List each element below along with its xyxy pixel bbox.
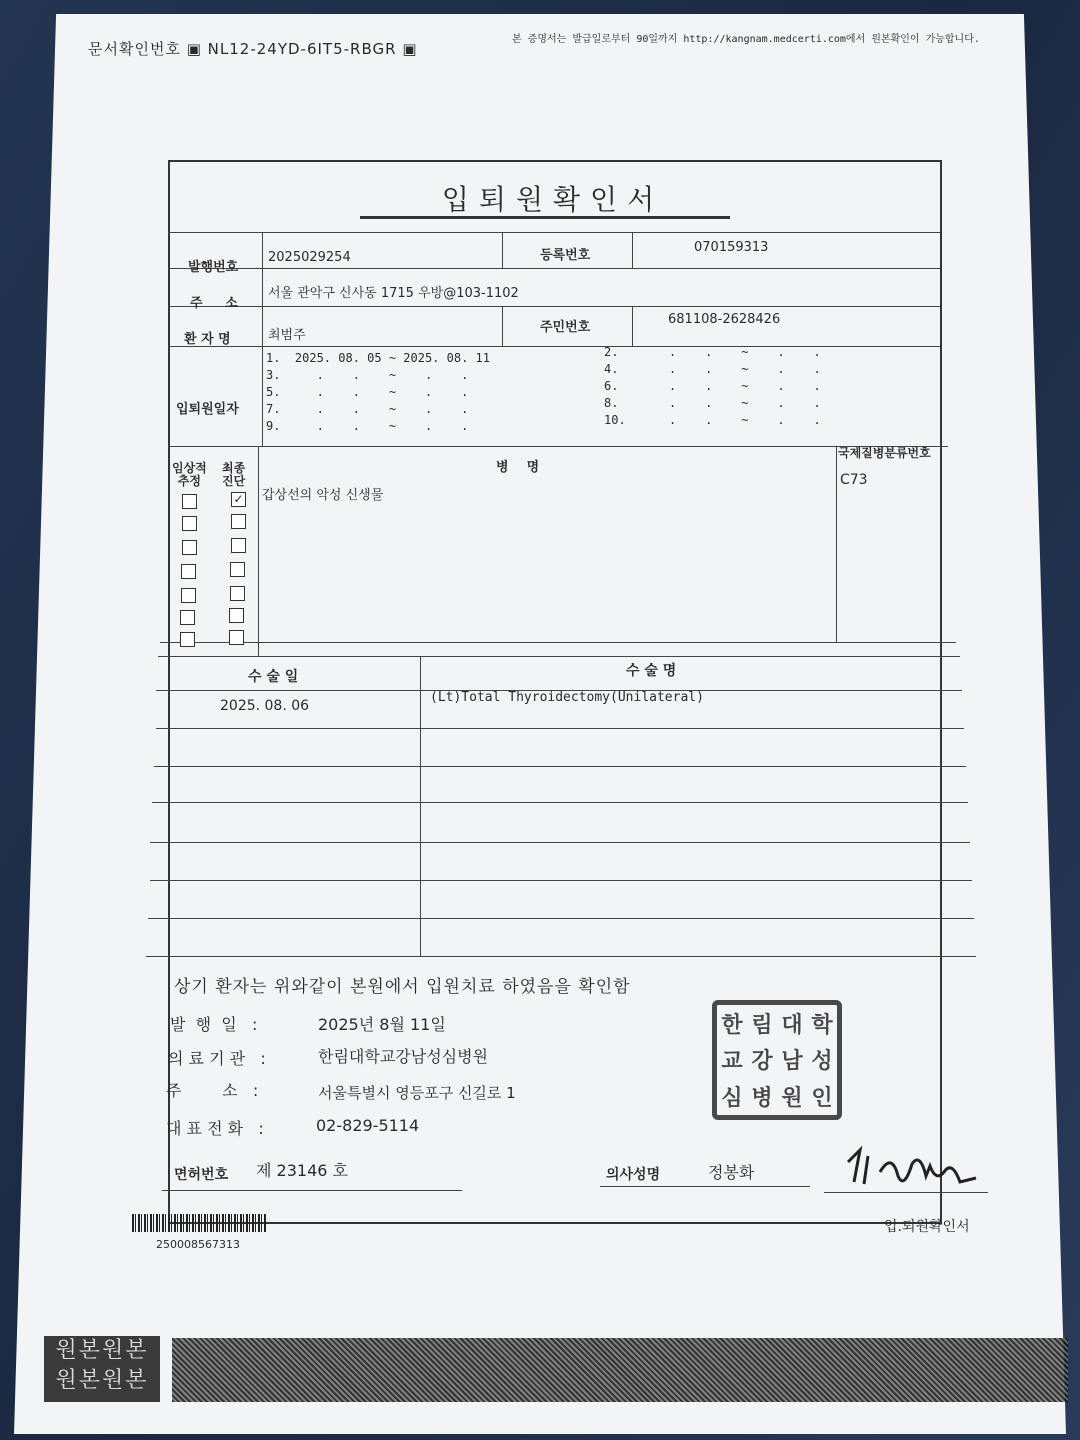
barcode-number: 250008567313: [156, 1238, 240, 1251]
clinical-checkbox[interactable]: [181, 564, 196, 579]
barcode: [132, 1214, 266, 1232]
surgery-name: (Lt)Total Thyroidectomy(Unilateral): [430, 690, 704, 705]
rule: [262, 232, 263, 446]
disease-name: 갑상선의 악성 신생물: [262, 488, 384, 503]
registration-number-label: 등록번호: [540, 248, 591, 263]
final-checkbox[interactable]: [230, 562, 245, 577]
clinical-checkbox[interactable]: [180, 610, 195, 625]
admission-dates-left: 1. 2025. 08. 05 ~ 2025. 08. 11 3. . . ~ . . 5. . . ~ . . 7. . . ~ . . 9. . . ~ . .: [266, 351, 490, 433]
phone-number: 02-829-5114: [316, 1116, 420, 1135]
resident-number-label: 주민번호: [540, 320, 591, 335]
license-label: 면허번호: [174, 1167, 229, 1183]
doctor-name: 정봉화: [708, 1163, 755, 1182]
phone-label: 대 표 전 화 :: [166, 1119, 264, 1138]
admission-dates-right: 2. . . ~ . . 4. . . ~ . . 6. . . ~ . . 8. . . ~ . . 10. . . ~ . .: [604, 345, 821, 427]
form-name-footer: 입.퇴원확인서: [884, 1219, 970, 1235]
patient-address: 서울 관악구 신사동 1715 우방@103-1102: [268, 286, 519, 301]
signature-scrawl: [840, 1142, 980, 1194]
surgery-name-label: 수 술 명: [626, 663, 677, 679]
doc-confirm-value: ▣ NL12-24YD-6IT5-RBGR ▣: [186, 40, 418, 58]
rule: [258, 446, 259, 656]
issue-number: 2025029254: [268, 250, 351, 265]
disease-name-label: 병 명: [496, 460, 540, 475]
rule: [148, 918, 974, 919]
doctor-label: 의사성명: [606, 1167, 661, 1183]
surgery-date-label: 수 술 일: [248, 669, 299, 685]
rule: [836, 446, 837, 642]
issue-number-label: 발행번호: [188, 260, 239, 275]
issue-date: 2025년 8월 11일: [318, 1015, 446, 1034]
doctor-signature: [840, 1142, 980, 1203]
rule: [154, 766, 966, 767]
security-pattern: [172, 1338, 1068, 1402]
title-underline: [360, 216, 730, 219]
rule: [168, 232, 940, 233]
patient-name: 최범주: [268, 328, 306, 343]
rule: [158, 656, 960, 657]
verification-notice: 본 증명서는 발급일로부터 90일까지 http://kangnam.medcerti.com에서 원본확인이 가능합니다.: [512, 34, 980, 45]
final-checkbox-checked[interactable]: ✓: [231, 492, 246, 507]
final-checkbox[interactable]: [231, 514, 246, 529]
rule: [150, 842, 970, 843]
rule: [150, 880, 972, 881]
final-checkbox[interactable]: [231, 538, 246, 553]
final-diagnosis-label: 최종 진단: [222, 461, 246, 488]
rule: [502, 306, 503, 346]
patient-name-label: 환 자 명: [184, 332, 231, 347]
license-number: 제 23146 호: [256, 1161, 348, 1180]
clinical-checkbox[interactable]: [181, 588, 196, 603]
license-underline: [162, 1190, 462, 1191]
rule: [420, 656, 421, 956]
form-title: 입퇴원확인서: [441, 183, 665, 216]
rule: [632, 306, 633, 346]
clinical-checkbox[interactable]: [182, 494, 197, 509]
institution-address: 서울특별시 영등포구 신길로 1: [318, 1084, 516, 1102]
institution-label: 의 료 기 관 :: [168, 1049, 266, 1068]
final-checkbox[interactable]: [229, 630, 244, 645]
rule: [156, 728, 964, 729]
icd-code: C73: [840, 472, 868, 488]
rule: [168, 268, 940, 269]
confirmation-statement: 상기 환자는 위와같이 본원에서 입원치료 하였음을 확인함: [174, 977, 631, 997]
registration-number: 070159313: [694, 240, 769, 255]
doctor-underline: [600, 1186, 810, 1187]
rule: [502, 232, 503, 268]
hospital-seal: 한 림 대 학 교 강 남 성 심 병 원 인: [712, 1000, 842, 1120]
issue-date-label: 발 행 일 :: [170, 1015, 258, 1034]
clinical-checkbox[interactable]: [182, 516, 197, 531]
final-checkbox[interactable]: [230, 586, 245, 601]
rule: [152, 802, 968, 803]
rule: [168, 446, 948, 447]
clinical-checkbox[interactable]: [182, 540, 197, 555]
clinical-checkbox[interactable]: [180, 632, 195, 647]
address-label: 주 소: [190, 296, 238, 311]
doc-confirm-label: 문서확인번호: [88, 40, 181, 58]
resident-number: 681108-2628426: [668, 312, 781, 327]
rule: [146, 956, 976, 957]
icd-label: 국제질병분류번호: [838, 446, 931, 460]
rule: [632, 232, 633, 268]
rule: [168, 346, 940, 347]
admission-dates-label: 입퇴원일자: [176, 402, 239, 417]
clinical-estimate-label: 임상적 추정: [172, 461, 207, 488]
institution-address-label: 주 소 :: [166, 1081, 259, 1100]
original-watermark: 원본원본 원본원본: [44, 1336, 160, 1402]
doc-confirm-number: [88, 38, 418, 59]
final-checkbox[interactable]: [229, 608, 244, 623]
rule: [160, 642, 956, 643]
institution-name: 한림대학교강남성심병원: [318, 1047, 489, 1066]
rule: [168, 306, 940, 307]
surgery-date: 2025. 08. 06: [220, 698, 310, 714]
